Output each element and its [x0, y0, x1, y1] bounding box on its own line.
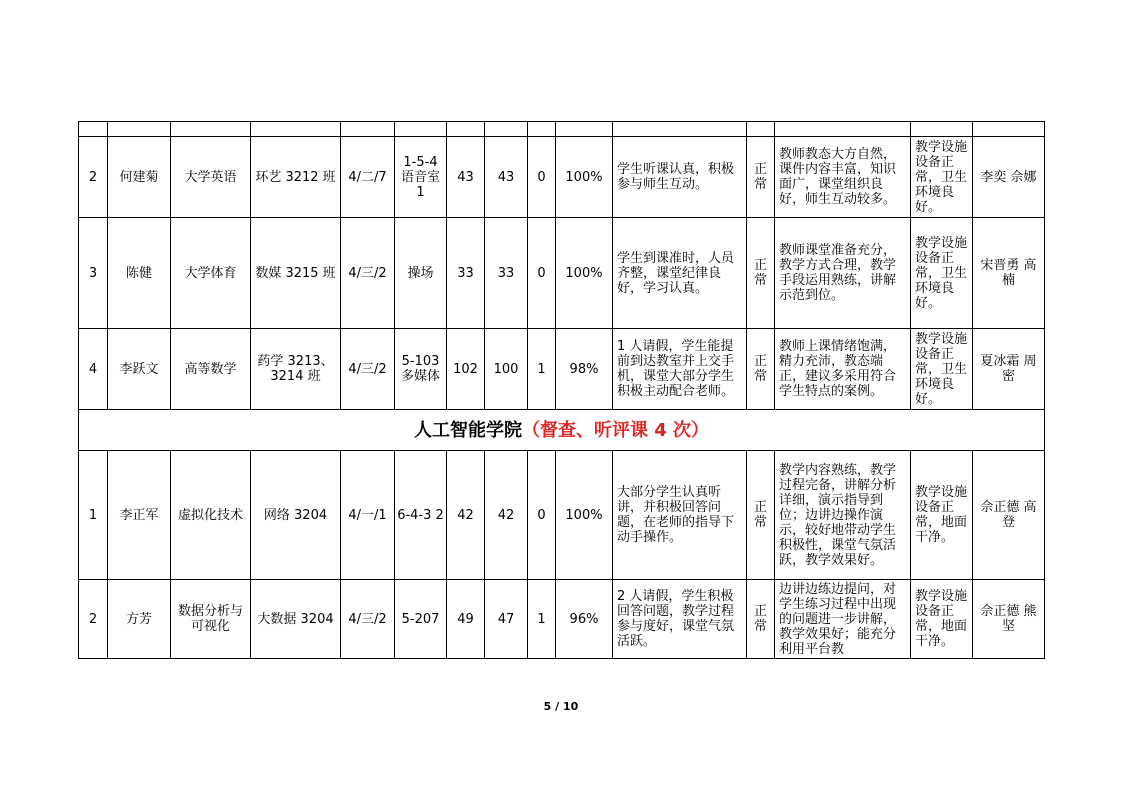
- cell-course: 虚拟化技术: [171, 451, 251, 580]
- cell-absent: 0: [528, 218, 556, 329]
- cell-order: 正常: [747, 137, 775, 218]
- cell-student: 学生到课准时，人员齐整，课堂纪律良好，学习认真。: [613, 218, 747, 329]
- cell-student: 大部分学生认真听讲，并积极回答问题，在老师的指导下动手操作。: [613, 451, 747, 580]
- cell-course: 高等数学: [171, 329, 251, 410]
- cell-inspector: 夏冰霜 周密: [973, 329, 1045, 410]
- cell-teacher: 陈健: [108, 218, 171, 329]
- cell-actual: 42: [485, 451, 528, 580]
- cell-absent: 0: [528, 451, 556, 580]
- cell-inspector: 佘正德 高登: [973, 451, 1045, 580]
- cell-room: 5-207: [395, 580, 447, 659]
- section-note: （督查、听评课 4 次）: [521, 419, 710, 441]
- cell-order: 正常: [747, 451, 775, 580]
- cell-env: 教学设施设备正常，地面干净。: [911, 451, 973, 580]
- cell-absent: 0: [528, 137, 556, 218]
- cell-rate: 98%: [556, 329, 613, 410]
- cell-should: 43: [447, 137, 485, 218]
- cell-student: 学生听课认真，积极参与师生互动。: [613, 137, 747, 218]
- cell-course: 数据分析与可视化: [171, 580, 251, 659]
- cell-no: 4: [79, 329, 108, 410]
- cell-teaching: 教师上课情绪饱满，精力充沛，教态端正，建议多采用符合学生特点的案例。: [775, 329, 911, 410]
- cell-inspector: 宋晋勇 高楠: [973, 218, 1045, 329]
- cell-rate: 100%: [556, 218, 613, 329]
- cell-room: 1-5-4 语音室 1: [395, 137, 447, 218]
- cell-no: 2: [79, 137, 108, 218]
- cell-rate: 100%: [556, 137, 613, 218]
- cell-room: 6-4-3 2: [395, 451, 447, 580]
- cell-class: 数媒 3215 班: [251, 218, 341, 329]
- inspection-table: [78, 121, 1045, 659]
- cell-env: 教学设施设备正常，卫生环境良好。: [911, 218, 973, 329]
- cell-actual: 47: [485, 580, 528, 659]
- cell-should: 42: [447, 451, 485, 580]
- table-row: [79, 122, 1045, 137]
- table-row: [79, 580, 1045, 659]
- table-row: [79, 329, 1045, 410]
- cell-env: 教学设施设备正常，卫生环境良好。: [911, 137, 973, 218]
- cell-teacher: 李正军: [108, 451, 171, 580]
- cell-room: 操场: [395, 218, 447, 329]
- cell-course: 大学体育: [171, 218, 251, 329]
- cell-no: 1: [79, 451, 108, 580]
- cell-class: 网络 3204: [251, 451, 341, 580]
- cell-absent: 1: [528, 580, 556, 659]
- page-number: 5 / 10: [543, 700, 579, 713]
- cell-teaching: 教师教态大方自然，课件内容丰富，知识面广，课堂组织良好，师生互动较多。: [775, 137, 911, 218]
- table-row: [79, 218, 1045, 329]
- cell-teaching: 教师课堂准备充分，教学方式合理，教学手段运用熟练，讲解示范到位。: [775, 218, 911, 329]
- section-header: [79, 410, 1045, 451]
- cell-env: 教学设施设备正常，卫生环境良好。: [911, 329, 973, 410]
- cell-order: 正常: [747, 580, 775, 659]
- cell-actual: 43: [485, 137, 528, 218]
- cell-room: 5-103 多媒体: [395, 329, 447, 410]
- cell-student: 2 人请假，学生积极回答问题，教学过程参与度好，课堂气氛活跃。: [613, 580, 747, 659]
- cell-time: 4/三/2: [341, 218, 395, 329]
- cell-actual: 100: [485, 329, 528, 410]
- cell-env: 教学设施设备正常，地面干净。: [911, 580, 973, 659]
- cell-should: 49: [447, 580, 485, 659]
- cell-no: 3: [79, 218, 108, 329]
- cell-absent: 1: [528, 329, 556, 410]
- cell-class: 大数据 3204: [251, 580, 341, 659]
- cell-teaching: 教学内容熟练，教学过程完备，讲解分析详细，演示指导到位；边讲边操作演示，较好地带动学生积极性，课堂气氛活跃，教学效果好。: [775, 451, 911, 580]
- cell-teacher: 李跃文: [108, 329, 171, 410]
- cell-order: 正常: [747, 329, 775, 410]
- cell-student: 1 人请假，学生能提前到达教室并上交手机，课堂大部分学生积极主动配合老师。: [613, 329, 747, 410]
- cell-time: 4/一/1: [341, 451, 395, 580]
- cell-inspector: 李奕 佘娜: [973, 137, 1045, 218]
- section-name: 人工智能学院: [413, 419, 522, 441]
- cell-teacher: 方芳: [108, 580, 171, 659]
- table-row: [79, 137, 1045, 218]
- cell-class: 环艺 3212 班: [251, 137, 341, 218]
- cell-should: 33: [447, 218, 485, 329]
- cell-rate: 96%: [556, 580, 613, 659]
- cell-actual: 33: [485, 218, 528, 329]
- cell-course: 大学英语: [171, 137, 251, 218]
- table-row: [79, 451, 1045, 580]
- cell-inspector: 佘正德 熊坚: [973, 580, 1045, 659]
- cell-should: 102: [447, 329, 485, 410]
- cell-time: 4/二/7: [341, 137, 395, 218]
- cell-no: 2: [79, 580, 108, 659]
- cell-teaching: 边讲边练边提问，对学生练习过程中出现的问题进一步讲解，教学效果好；能充分利用平台教: [775, 580, 911, 659]
- cell-order: 正常: [747, 218, 775, 329]
- cell-time: 4/三/2: [341, 329, 395, 410]
- cell-time: 4/三/2: [341, 580, 395, 659]
- cell-rate: 100%: [556, 451, 613, 580]
- cell-class: 药学 3213、3214 班: [251, 329, 341, 410]
- section-row: [79, 410, 1045, 451]
- cell-teacher: 何建菊: [108, 137, 171, 218]
